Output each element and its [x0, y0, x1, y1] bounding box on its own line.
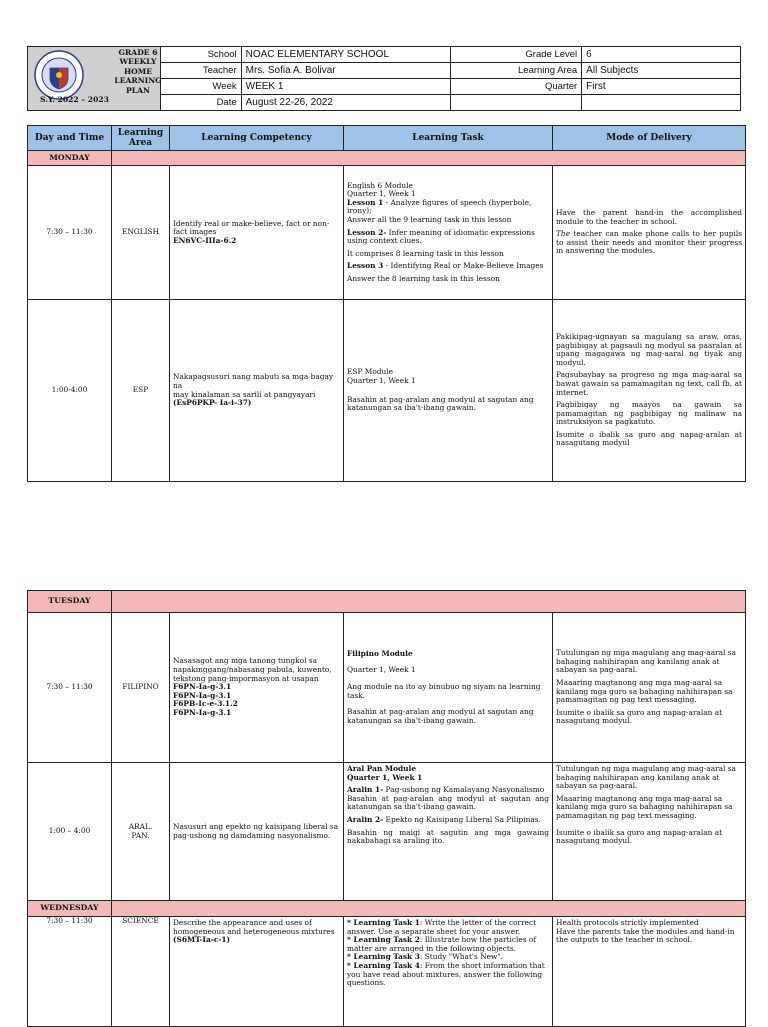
- area-cell: SCIENCE: [112, 917, 170, 1027]
- task-cell: [344, 763, 553, 901]
- delivery-cell: [553, 763, 746, 901]
- area-cell: FILIPINO: [112, 613, 170, 763]
- delivery-text: Tutulungan ng mga magulang ang mag-aaral sa bahaging nahihirapan ang kanilang anak at sabayan sa pag-aaral.: [556, 764, 736, 791]
- table-row: [28, 166, 746, 300]
- day-label: MONDAY: [28, 151, 112, 166]
- grade-line: LEARNING: [114, 76, 162, 86]
- learning-task-text: : Write the letter of the correct answer. Use a separate sheet for your answer.: [347, 918, 537, 936]
- delivery-text: Pakikipag-ugnayan sa magulang sa araw, oras, pagbibigay at pagsauli ng modyul sa paaralan at upang magagawa ng mag-aaral ng tiyak ang modyul.: [556, 331, 742, 367]
- learning-task-label: * Learning Task 3: [347, 952, 420, 962]
- area-cell: ESP: [112, 300, 170, 482]
- day-row-wednesday: [28, 901, 746, 917]
- delivery-text: Maaaring magtanong ang mga mag-aaral sa kanilang mga guro sa bahaging nahihirapan sa pamamagitan ng pag text messaging.: [556, 793, 733, 820]
- area-text: ARAL.: [128, 821, 153, 831]
- task-note: Basahin ng maigi at sagutin ang mga gawaing nakabahagi sa araling ito.: [347, 827, 549, 846]
- delivery-text: teacher can make phone calls to her pupils to assist their needs and monitor their progress in answering the modules.: [556, 229, 742, 256]
- delivery-text: Health protocols strictly implemented: [556, 918, 699, 927]
- competency-code: F6PN-Ia-g-3.1: [173, 707, 232, 717]
- delivery-text: Isumite o ibalik sa guro ang napag-aralan at nasagutang modyul.: [556, 827, 723, 846]
- competency-cell: [170, 613, 344, 763]
- task-body: Basahin at pag-aralan ang modyul at sagutan ang katanungan sa iba't-ibang gawain.: [347, 707, 534, 725]
- task-line: Quarter 1, Week 1: [347, 375, 416, 385]
- header-table: [27, 46, 741, 111]
- task-title: Aral Pan Module: [347, 764, 417, 773]
- lesson-text: Infer meaning of idiomatic expressions using context clues.: [347, 227, 535, 246]
- learning-task-text: : From the short information that you have read about mixtures, answer the following questions.: [347, 960, 545, 988]
- school-year: S.Y. 2022 – 2023: [40, 95, 109, 105]
- task-cell: [344, 917, 553, 1027]
- task-cell: [344, 166, 553, 300]
- task-line: Ang module na ito ay binubuo ng siyam na learning task.: [347, 681, 541, 700]
- grade-level-value: 6: [582, 47, 741, 63]
- time-cell: 7:30 – 11:30: [28, 613, 112, 763]
- task-title: Filipino Module: [347, 648, 413, 658]
- day-row-fill: [112, 151, 746, 166]
- grade-line: PLAN: [126, 85, 150, 95]
- task-line: Quarter 1, Week 1: [347, 189, 416, 199]
- competency-code: (S6MT-Ia-c-1): [173, 935, 231, 945]
- competency-cell: [170, 763, 344, 901]
- delivery-cell: [553, 166, 746, 300]
- teacher-label: Teacher: [160, 63, 241, 79]
- grade-line: WEEKLY: [119, 57, 157, 67]
- table-row: [28, 763, 746, 901]
- week-label: Week: [160, 79, 241, 95]
- date-label: Date: [160, 95, 241, 111]
- delivery-text: Pagsubaybay sa progreso ng mga mag-aaral sa bawat gawain sa pamamagitan ng text, call fb, at internet.: [556, 370, 742, 397]
- column-header: Learning Competency: [170, 126, 344, 151]
- delivery-text: Isumite o ibalik sa guro ang napag-aralan at nasagutang modyul.: [556, 707, 723, 726]
- competency-text: Nasusuri ang epekto ng kaisipang liberal sa: [173, 821, 339, 831]
- tuesday-plan-table: [27, 590, 746, 1027]
- competency-code: (EsP6PKP- Ia-i–37): [173, 398, 252, 408]
- school-value: NOAC ELEMENTARY SCHOOL: [241, 47, 451, 63]
- delivery-text: The: [556, 229, 571, 239]
- table-row: [28, 613, 746, 763]
- grade-level-label: Grade Level: [451, 47, 582, 63]
- competency-code: F6PN-Ia-g-3.1: [173, 690, 232, 700]
- day-row-fill: [112, 591, 746, 613]
- competency-text: Nakapagsusuri nang mabuti sa mga bagay na: [173, 372, 334, 390]
- day-label: TUESDAY: [28, 591, 112, 613]
- competency-cell: [170, 166, 344, 300]
- task-body: Basahin at pag-aralan ang modyul at sagutan ang katanungan sa iba't-ibang gawain.: [347, 394, 534, 413]
- lesson-label: Lesson 2-: [347, 227, 387, 237]
- column-header: Learning Area: [112, 126, 170, 151]
- lesson-text: - Analyze figures of speech (hyperbole, irony);: [347, 197, 532, 216]
- competency-text: Identify real or make-believe, fact or non-fact images: [173, 218, 330, 237]
- day-row-tuesday: [28, 591, 746, 613]
- delivery-cell: [553, 300, 746, 482]
- column-header: Mode of Delivery: [553, 126, 746, 151]
- task-note: It comprises 8 learning task in this lesson: [347, 248, 504, 258]
- delivery-text: Isumite o ibalik sa guro ang napag-aralan at nasagutang modyul: [556, 429, 742, 448]
- competency-code: F6PB-Ic-e-3.1.2: [173, 699, 238, 709]
- learning-task-label: * Learning Task 4: [347, 960, 420, 970]
- week-value: WEEK 1: [241, 79, 451, 95]
- time-cell: 7:30 – 11:30: [28, 166, 112, 300]
- competency-text: Nasasagot ang mga tanong tungkol sa napakinggang/nabasang pabula, kuwento, tekstong pang-impormasyon at usapan: [173, 656, 332, 683]
- area-cell: [112, 763, 170, 901]
- grade-line: HOME: [124, 66, 152, 76]
- quarter-label: Quarter: [451, 79, 582, 95]
- quarter-value: First: [582, 79, 741, 95]
- empty-cell: [582, 95, 741, 111]
- day-label: WEDNESDAY: [28, 901, 112, 917]
- competency-cell: [170, 917, 344, 1027]
- time-cell: 1:00 – 4:00: [28, 763, 112, 901]
- lesson-label: Lesson 1: [347, 197, 384, 207]
- aralin-label: Aralin 2-: [347, 814, 384, 824]
- grade-block-text: [40, 48, 208, 105]
- delivery-text: Pagbibigay ng maayos na gawain sa pamamagitan ng pagbibigay ng malinaw na instruksiyon sa pagkatuto.: [556, 400, 742, 427]
- grade-title: GRADE 6: [118, 48, 158, 57]
- competency-text: pag-usbong ng damdaming nasyonalismo.: [173, 830, 331, 840]
- grade-block: [28, 47, 161, 111]
- task-line: Quarter 1, Week 1: [347, 665, 416, 675]
- delivery-text: Tutulungan ng mga magulang ang mag-aaral sa bahaging nahihirapan ang kanilang anak at sabayan sa pag-aaral.: [556, 648, 736, 675]
- column-header: Day and Time: [28, 126, 112, 151]
- school-label: School: [160, 47, 241, 63]
- aralin-text: Pag-usbong ng Kamalayang Nasyonalismo: [383, 785, 545, 795]
- task-note: Basahin at pag-aralan ang modyul at sagutan ang katanungan sa iba't-ibang gawain.: [347, 793, 549, 812]
- day-row-monday: [28, 151, 746, 166]
- task-line: Quarter 1, Week 1: [347, 772, 423, 782]
- task-cell: [344, 613, 553, 763]
- lesson-label: Lesson 3: [347, 261, 384, 271]
- learning-task-text: : Illustrate how the particles of matter are arranged in the following objects.: [347, 935, 537, 953]
- time-cell: 1:00-4:00: [28, 300, 112, 482]
- aralin-label: Aralin 1-: [347, 785, 384, 795]
- competency-cell: [170, 300, 344, 482]
- learning-task-text: : Study "What's New".: [419, 952, 504, 962]
- table-row: [28, 917, 746, 1027]
- time-cell: 7:30 – 11:30: [28, 917, 112, 1027]
- delivery-text: Have the parent hand-in the accomplished module to the teacher in school.: [556, 208, 742, 226]
- learning-area-label: Learning Area: [451, 63, 582, 79]
- learning-task-label: * Learning Task 1: [347, 918, 420, 927]
- teacher-value: Mrs. Sofia A. Bolivar: [241, 63, 451, 79]
- delivery-cell: [553, 917, 746, 1027]
- learning-area-value: All Subjects: [582, 63, 741, 79]
- competency-text: may kinalaman sa sarili at pangyayari: [173, 389, 316, 399]
- competency-code: F6PN-Ia-g-3.1: [173, 682, 232, 692]
- task-line: English 6 Module: [347, 180, 413, 190]
- column-header: Learning Task: [344, 126, 553, 151]
- task-note: Answer all the 9 learning task in this lesson: [347, 214, 512, 224]
- competency-text: Describe the appearance and uses of homogeneous and heterogeneous mixtures: [173, 918, 335, 936]
- competency-code: EN6VC-IIIa-6.2: [173, 235, 237, 245]
- delivery-text: Have the parents take the modules and hand-in the outputs to the teacher in school.: [556, 926, 735, 945]
- delivery-text: Maaaring magtanong ang mga mag-aaral sa kanilang mga guro sa bahaging nahihirapan sa pamamagitan ng pag text messaging.: [556, 677, 733, 705]
- day-row-fill: [112, 901, 746, 917]
- table-row: [28, 300, 746, 482]
- aralin-text: Epekto ng Kaisipang Liberal Sa Pilipinas.: [383, 814, 541, 824]
- area-cell: ENGLISH: [112, 166, 170, 300]
- monday-plan-table: [27, 125, 746, 482]
- task-note: Answer the 8 learning task in this lesson: [347, 273, 500, 283]
- empty-cell: [451, 95, 582, 111]
- task-cell: [344, 300, 553, 482]
- lesson-text: - Identifying Real or Make-Believe Images: [383, 261, 544, 271]
- column-header-row: [28, 126, 746, 151]
- learning-task-label: * Learning Task 2: [347, 935, 420, 945]
- date-value: August 22-26, 2022: [241, 95, 451, 111]
- area-text: PAN.: [131, 830, 150, 840]
- task-line: ESP Module: [347, 367, 394, 377]
- delivery-cell: [553, 613, 746, 763]
